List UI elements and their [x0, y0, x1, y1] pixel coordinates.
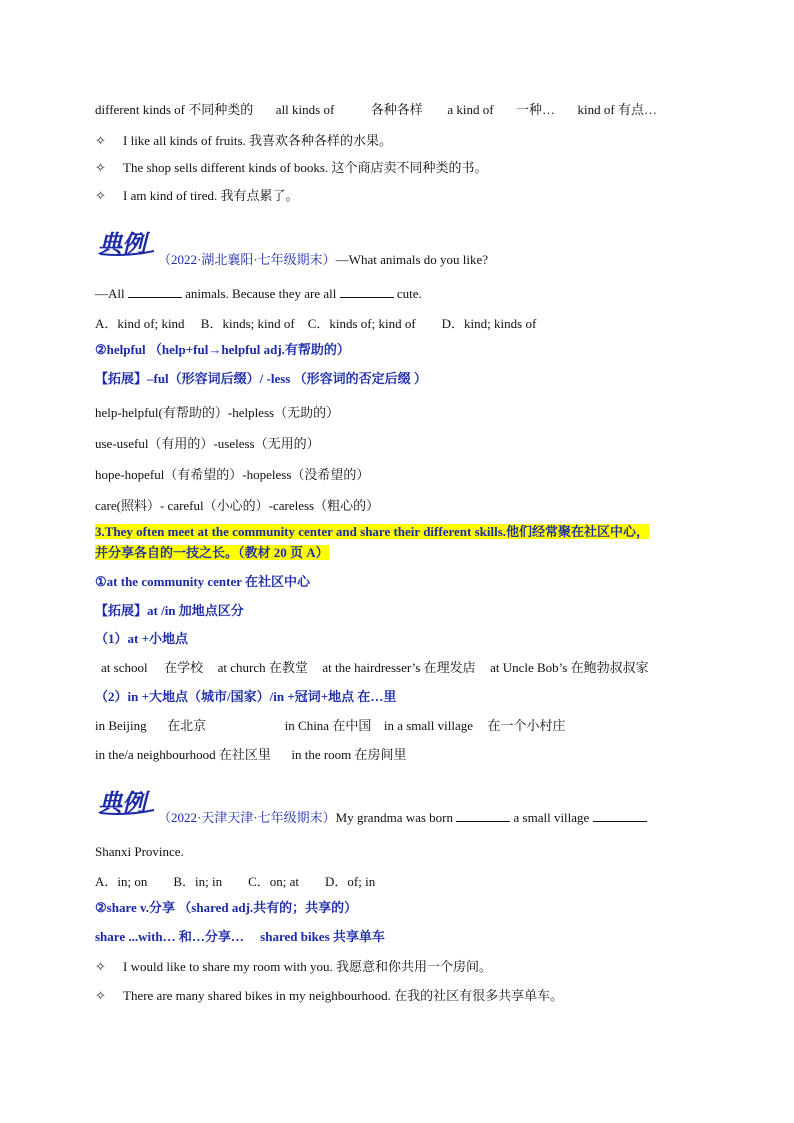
phrase-meaning: 在中国 — [332, 718, 372, 733]
question-text: animals. Because they are all — [185, 286, 337, 301]
phrase-meaning: 在鲍勃叔叔家 — [570, 660, 649, 675]
example-question — [158, 810, 647, 826]
key-sentence — [95, 545, 329, 561]
question-text: a small village — [513, 810, 590, 825]
phrase-meaning: 在房间里 — [354, 747, 407, 762]
question-text: cute. — [396, 286, 422, 301]
phrase: in a small village — [383, 718, 474, 733]
phrase: all kinds of — [275, 102, 335, 117]
phrase-meaning: 在教堂 — [268, 660, 308, 675]
share-title: ②share v.分享 （shared adj.共有的；共享的） — [95, 900, 358, 915]
phrase: different kinds of — [95, 102, 186, 117]
phrase-meaning: 各种各样 — [370, 102, 423, 117]
phrase: in the room — [291, 747, 352, 762]
answer-blank — [593, 810, 647, 822]
question-source: （2022·湖北襄阳·七年级期末） — [158, 252, 336, 267]
bullet-icon: ✧ — [95, 160, 106, 175]
answer-blank — [456, 810, 510, 822]
phrase-meaning: 在北京 — [167, 718, 207, 733]
phrase: in the/a neighbourhood — [95, 747, 216, 762]
question-source: （2022·天津天津·七年级期末） — [158, 810, 336, 825]
key-sentence-line: 并分享各自的一技之长。（教材 20 页 A） — [95, 545, 329, 560]
question-text: —All — [95, 286, 125, 301]
bullet-icon: ✧ — [95, 133, 106, 148]
subsection-title: （2）in +大地点（城市/国家）/in +冠词+地点 在…里 — [95, 689, 397, 704]
question-text: —What animals do you like? — [335, 252, 489, 267]
answer-blank — [128, 286, 182, 298]
phrase: at the hairdresser’s — [322, 660, 421, 675]
example-sentence: There are many shared bikes in my neighbourhood. 在我的社区有很多共享单车。 — [123, 988, 564, 1003]
phrase-meaning: 一种… — [516, 102, 556, 117]
example-sentence: I like all kinds of fruits. 我喜欢各种各样的水果。 — [123, 133, 393, 148]
phrase: at school — [101, 660, 148, 675]
question-line — [95, 286, 422, 302]
bullet-icon: ✧ — [95, 959, 106, 974]
phrase-meaning: 不同种类的 — [188, 102, 254, 117]
in-examples — [95, 747, 407, 763]
key-sentence — [95, 524, 649, 540]
subsection-title: （1）at +小地点 — [95, 631, 188, 646]
question-text: My grandma was born — [335, 810, 454, 825]
example-logo-icon — [96, 787, 156, 817]
phrase-meaning: 在理发店 — [423, 660, 476, 675]
word-pair: use-useful（有用的）-useless（无用的） — [95, 436, 320, 451]
svg-text:典例: 典例 — [98, 788, 146, 817]
at-examples — [101, 660, 649, 676]
phrase: at Uncle Bob’s — [490, 660, 568, 675]
phrase-meaning: 有点… — [618, 102, 658, 117]
example-question — [158, 252, 488, 268]
example-sentence: I am kind of tired. 我有点累了。 — [123, 188, 299, 203]
helpful-title: ②helpful （help+ful→helpful adj.有帮助的） — [95, 342, 350, 357]
expand-title: 【拓展】at /in 加地点区分 — [95, 603, 244, 618]
section-title: ①at the community center 在社区中心 — [95, 574, 311, 589]
key-sentence-line: 3.They often meet at the community center and share their different skills.他们经常聚在社区中心， — [95, 524, 650, 539]
phrase: a kind of — [447, 102, 494, 117]
question-line: Shanxi Province. — [95, 844, 184, 859]
phrase: kind of — [577, 102, 615, 117]
expand-title: 【拓展】–ful（形容词后缀）/ -less （形容词的否定后缀 ） — [95, 371, 427, 386]
phrase-meaning: 在社区里 — [218, 747, 271, 762]
share-phrases: share ...with… 和…分享… shared bikes 共享单车 — [95, 929, 385, 944]
example-sentence: The shop sells different kinds of books. 这个商店卖不同种类的书。 — [123, 160, 488, 175]
answer-options: A．in; on B．in; in C．on; at D．of; in — [95, 874, 376, 889]
phrase-meaning: 在学校 — [164, 660, 204, 675]
svg-text:典例: 典例 — [98, 229, 146, 258]
word-pair: hope-hopeful（有希望的）-hopeless（没希望的） — [95, 467, 370, 482]
phrase-meaning: 在一个小村庄 — [487, 718, 566, 733]
word-pair: care(照料）- careful（小心的）-careless（粗心的） — [95, 498, 380, 513]
bullet-icon: ✧ — [95, 188, 106, 203]
phrase: in Beijing — [95, 718, 147, 733]
answer-options: A．kind of; kind B．kinds; kind of C．kinds of; kind of D．kind; kinds of — [95, 316, 537, 331]
example-logo-icon — [96, 228, 156, 258]
kind-phrases-line — [95, 102, 657, 118]
example-sentence: I would like to share my room with you. 我愿意和你共用一个房间。 — [123, 959, 493, 974]
phrase: at church — [217, 660, 266, 675]
word-pair: help-helpful(有帮助的）-helpless（无助的） — [95, 405, 340, 420]
in-examples — [95, 718, 566, 734]
bullet-icon: ✧ — [95, 988, 106, 1003]
phrase: in China — [284, 718, 330, 733]
answer-blank — [340, 286, 394, 298]
